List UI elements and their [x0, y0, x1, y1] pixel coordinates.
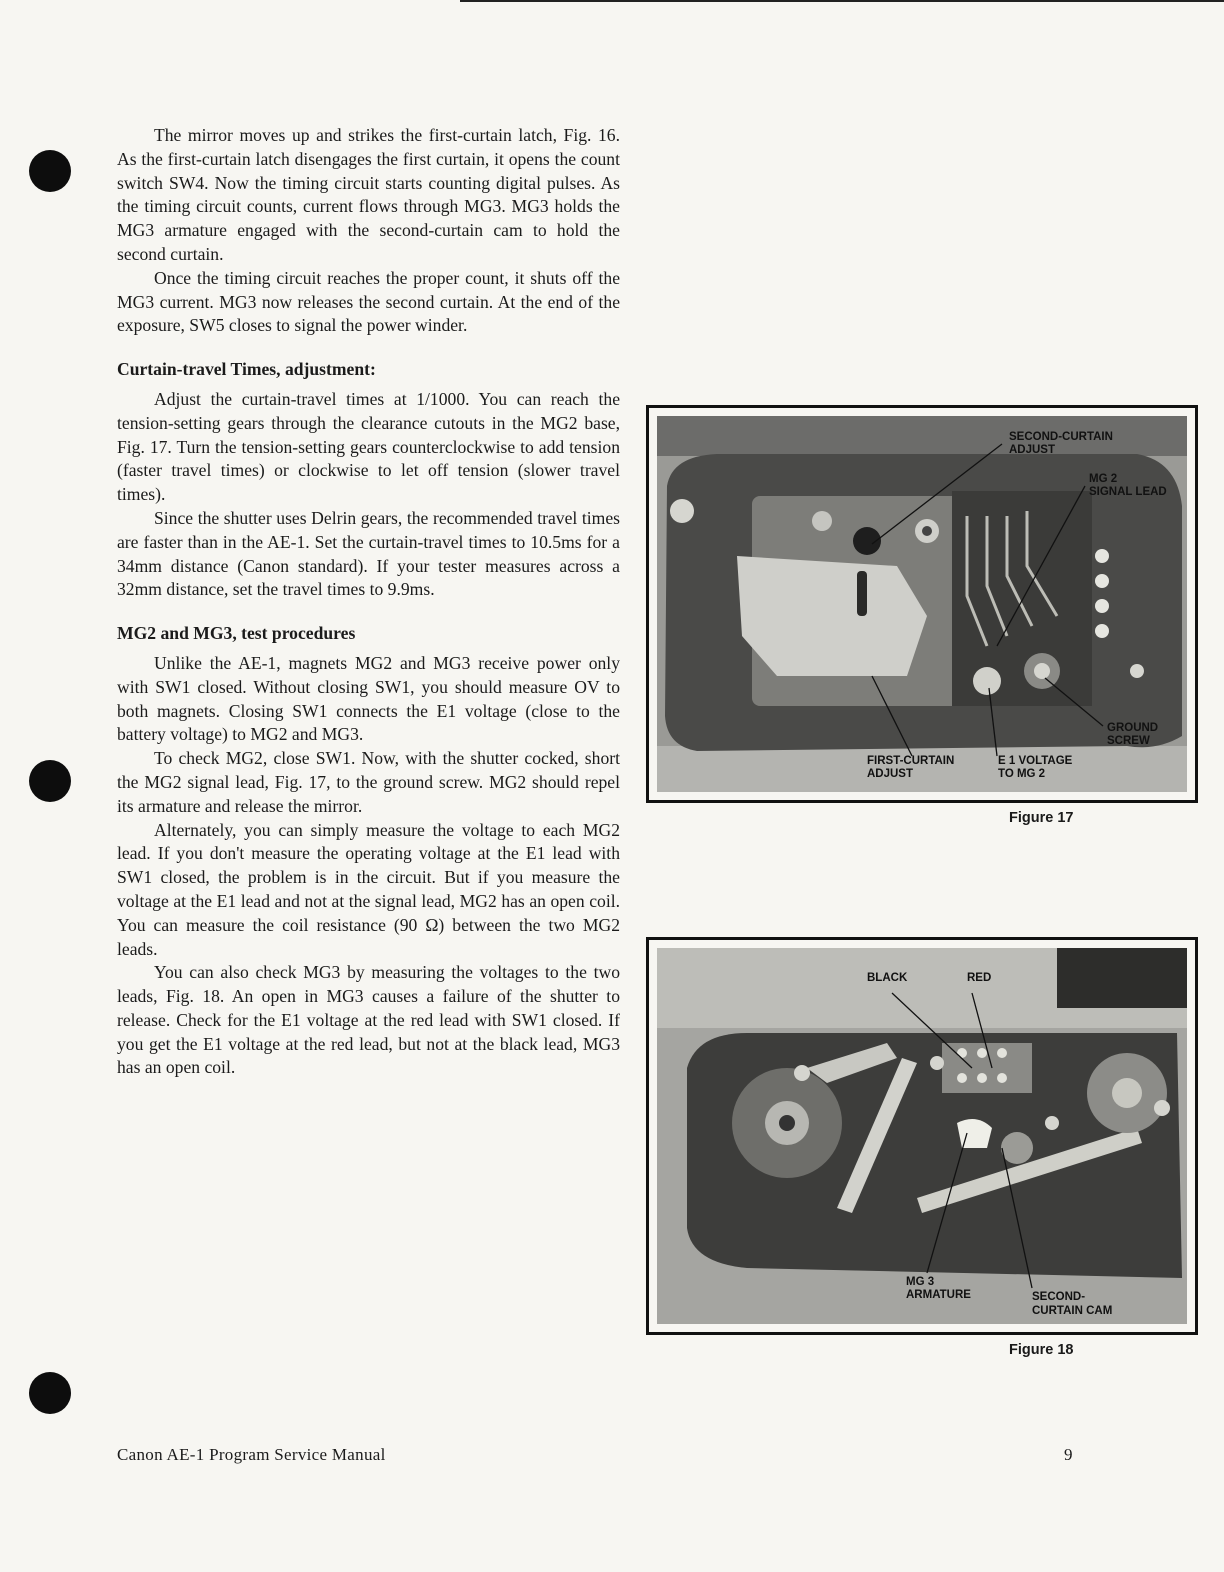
- punch-hole-middle: [29, 760, 71, 802]
- footer-manual-title: Canon AE-1 Program Service Manual: [117, 1445, 386, 1464]
- punch-hole-bottom: [29, 1372, 71, 1414]
- paragraph: Alternately, you can simply measure the voltage to each MG2 lead. If you don't measure the operating voltage at the E1 lead with SW1 closed, the problem is in the circuit. But if you measure the voltage at the E1 lead and not at the signal lead, MG2 has an open coil. You can measure the coil resistance (90 Ω) between the two MG2 leads.: [117, 819, 620, 959]
- label-first-curtain-adjust: ADJUST: [867, 768, 914, 780]
- label-signal-lead: SIGNAL LEAD: [1089, 486, 1167, 498]
- label-first-curtain: FIRST-CURTAIN: [867, 755, 955, 767]
- paragraph: To check MG2, close SW1. Now, with the shutter cocked, short the MG2 signal lead, Fig. 17, to the ground screw. MG2 should repel its armature and release the mirror.: [117, 748, 620, 816]
- figure-18-caption: Figure 18: [1009, 1342, 1074, 1358]
- label-second-curtain-adjust: ADJUST: [1009, 444, 1056, 456]
- section-heading: Curtain-travel Times, adjustment:: [117, 359, 376, 380]
- label-mg3: MG 3: [906, 1276, 935, 1288]
- label-ground: GROUND: [1107, 722, 1159, 734]
- paragraph: Adjust the curtain-travel times at 1/1000. You can reach the tension-setting gears through the clearance cutouts in the MG2 base, Fig. 17. Turn the tension-setting gears counterclockwise to add tension (faster travel times) or clockwise to let off tension (slower travel times).: [117, 388, 620, 505]
- label-e1-voltage: E 1 VOLTAGE: [998, 755, 1073, 767]
- top-rule: [460, 0, 1224, 2]
- figure-17-caption: Figure 17: [1009, 810, 1074, 826]
- label-mg2: MG 2: [1089, 473, 1118, 485]
- figure-17-photo: [657, 416, 1187, 792]
- paragraph: You can also check MG3 by measuring the voltages to the two leads, Fig. 18. An open in MG3 causes a failure of the shutter to release. Check for the E1 voltage at the red lead with SW1 closed. If you get the E1 voltage at the red lead, but not at the black lead, MG3 has an open coil.: [117, 962, 620, 1078]
- figure-18-photo: [657, 948, 1187, 1324]
- paragraph: The mirror moves up and strikes the first-curtain latch, Fig. 16. As the first-curtain latch disengages the first curtain, it opens the count switch SW4. Now the timing circuit starts counting digital pulses. As the timing circuit counts, current flows through MG3. MG3 holds the MG3 armature engaged with the second-curtain cam to hold the second curtain.: [117, 125, 620, 264]
- paragraph: Unlike the AE-1, magnets MG2 and MG3 receive power only with SW1 closed. Without closing SW1, you should measure OV to both magnets. Closing SW1 connects the E1 voltage (close to the battery voltage) to MG2 and MG3.: [117, 652, 620, 745]
- paragraph: Once the timing circuit reaches the proper count, it shuts off the MG3 current. MG3 now releases the second curtain. At the end of the exposure, SW5 closes to signal the power winder.: [117, 267, 620, 336]
- label-curtain-cam: CURTAIN CAM: [1032, 1305, 1113, 1317]
- punch-hole-top: [29, 150, 71, 192]
- label-screw: SCREW: [1107, 735, 1150, 747]
- text-column: [117, 124, 620, 1080]
- label-second-curtain: SECOND-CURTAIN: [1009, 431, 1113, 443]
- section-heading: MG2 and MG3, test procedures: [117, 623, 356, 644]
- label-to-mg2: TO MG 2: [998, 768, 1046, 780]
- figure-18-frame: [646, 937, 1198, 1335]
- figure-17-frame: [646, 405, 1198, 803]
- label-red: RED: [967, 972, 992, 984]
- paragraph: Since the shutter uses Delrin gears, the recommended travel times are faster than in the AE-1. Set the curtain-travel times to 10.5ms for a 34mm distance (Canon standard). If your tester measures across a 32mm distance, set the travel times to 9.9ms.: [117, 507, 620, 600]
- page-number: 9: [1064, 1445, 1073, 1464]
- label-second: SECOND-: [1032, 1291, 1086, 1303]
- label-armature: ARMATURE: [906, 1289, 971, 1301]
- label-black: BLACK: [867, 972, 908, 984]
